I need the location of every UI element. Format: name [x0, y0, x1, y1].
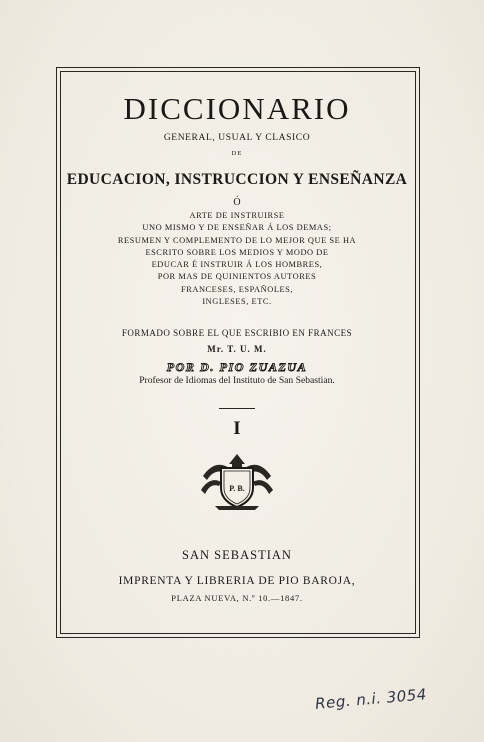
printer-emblem-icon — [199, 450, 275, 512]
description-line: EDUCAR É INSTRUIR Á LOS HOMBRES, — [151, 260, 323, 270]
divider-rule — [219, 408, 255, 409]
description-line: RESUMEN Y COMPLEMENTO DE LO MEJOR QUE SE HA — [117, 235, 357, 245]
publication-city: SAN SEBASTIAN — [182, 548, 292, 562]
original-author: Mr. T. U. M. — [207, 344, 267, 354]
description-block — [60, 210, 414, 308]
main-title: EDUCACION, INSTRUCCION Y ENSEÑANZA — [66, 171, 408, 188]
author-line: POR D. PIO ZUAZUA — [166, 360, 308, 374]
author-title: Profesor de Idiomas del Instituto de San Sebastian. — [139, 375, 335, 386]
formado-line: FORMADO SOBRE EL QUE ESCRIBIO EN FRANCES — [121, 328, 353, 338]
description-line: INGLESES, ETC. — [202, 297, 272, 307]
description-line: ESCRITO SOBRE LOS MEDIOS Y MODO DE — [145, 247, 329, 257]
printer-name: IMPRENTA Y LIBRERIA DE PIO BAROJA, — [118, 575, 356, 587]
description-line: FRANCESES, ESPAÑOLES, — [181, 284, 293, 294]
description-line: POR MAS DE QUINIENTOS AUTORES — [157, 272, 317, 282]
description-line: ARTE DE INSTRUIRSE — [189, 211, 285, 220]
printer-address: PLAZA NUEVA, N.º 10.—1847. — [171, 593, 303, 603]
book-title: DICCIONARIO — [123, 91, 351, 126]
volume-number: I — [233, 418, 241, 439]
description-line: UNO MISMO Y DE ENSEÑAR Á LOS DEMAS; — [142, 223, 332, 233]
connector-o: Ó — [233, 197, 241, 208]
handwritten-registry-note: Reg. n.i. 3054 — [314, 685, 428, 713]
book-subtitle: GENERAL, USUAL Y CLASICO — [163, 133, 311, 143]
connector-de: DE — [231, 150, 243, 157]
emblem-initials: P. B. — [229, 484, 245, 493]
